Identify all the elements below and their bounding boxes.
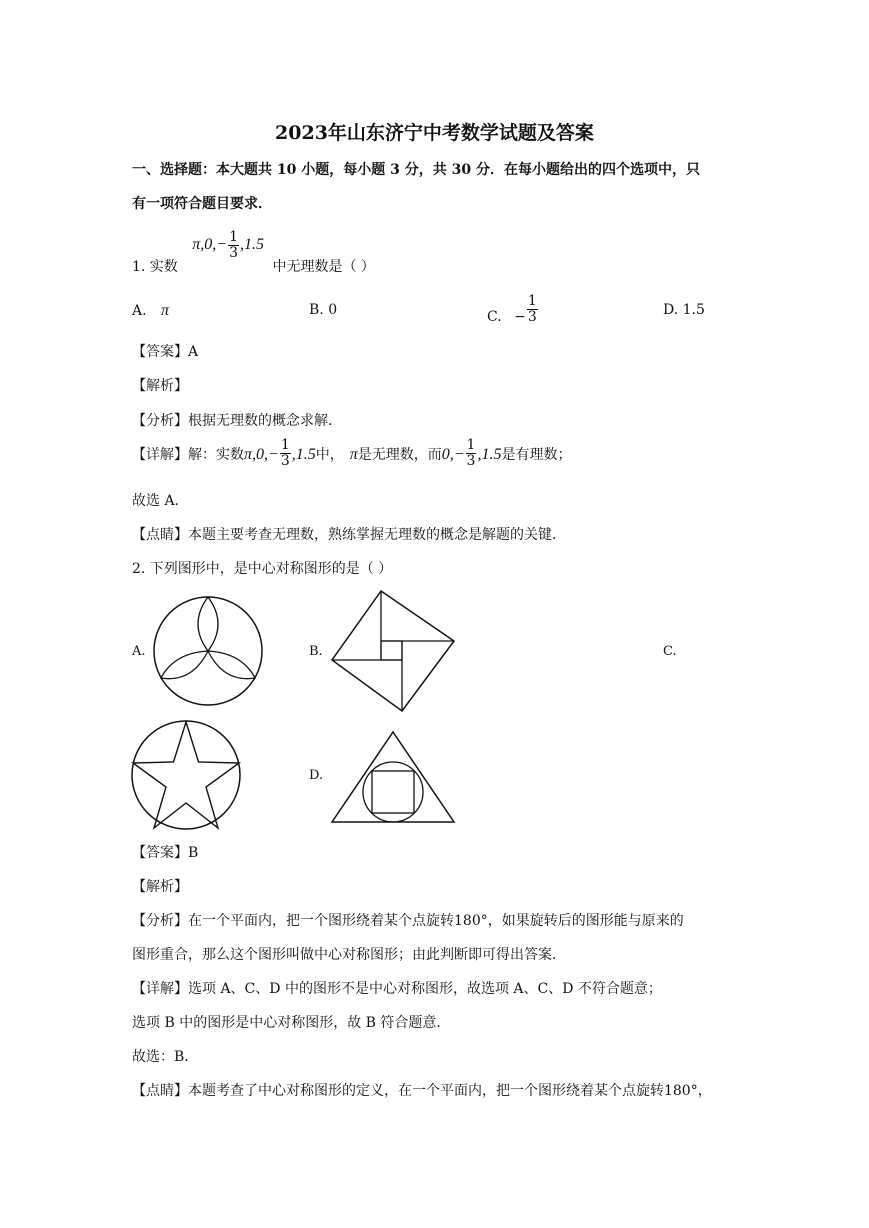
- q1-xj-den2: 3: [466, 452, 476, 469]
- q2-guxuan: 故选：B．: [132, 1049, 199, 1065]
- section-heading-line2: 有一项符合题目要求．: [132, 196, 272, 212]
- q1-option-d: D. 1.5: [663, 302, 705, 318]
- q1-xj-fraction1: [280, 438, 291, 468]
- q1-xj-math2-suffix: ,1.5: [477, 446, 502, 464]
- q1-xj-num2: 1: [466, 437, 476, 453]
- q1-opt-c-minus: −: [514, 309, 526, 326]
- section-heading-line1: 一、选择题：本大题共 10 小题，每小题 3 分，共 30 分．在每小题给出的四个选项中，只: [132, 162, 700, 178]
- q1-math-suffix: ,1.5: [240, 236, 264, 254]
- q1-stem-math: [192, 229, 268, 261]
- q2-stem: 2. 下列图形中，是中心对称图形的是（ ）: [132, 561, 393, 577]
- q1-opt-a-label: A.: [132, 303, 147, 319]
- q1-xj-math1: π,0,−: [244, 446, 279, 464]
- q1-option-a: [132, 302, 169, 320]
- q2-option-a-label: A.: [132, 644, 146, 659]
- three-petal-circle-icon: [152, 595, 264, 707]
- q1-frac-num: 1: [229, 229, 238, 245]
- q1-xj-num1: 1: [280, 437, 290, 453]
- q1-opt-c-den: 3: [527, 308, 537, 325]
- q1-stem-prefix: 1. 实数: [132, 259, 178, 276]
- q1-xj-math1-suffix: ,1.5: [291, 446, 316, 464]
- q2-fenxi-line2: 图形重合，那么这个图形叫做中心对称图形；由此判断即可得出答案．: [132, 947, 566, 963]
- q2-option-d-label: D.: [309, 768, 324, 783]
- q1-xj-prefix: 【详解】解：实数: [132, 447, 244, 464]
- q2-answer: 【答案】B: [132, 845, 199, 861]
- q1-dianjing: 【点睛】本题主要考查无理数，熟练掌握无理数的概念是解题的关键．: [132, 527, 566, 543]
- q1-xj-mid2: 是无理数，而: [357, 447, 442, 464]
- page-title: 2023年山东济宁中考数学试题及答案: [275, 122, 594, 144]
- q1-xj-fraction2: [466, 438, 477, 468]
- q1-opt-c-fraction: [527, 294, 538, 324]
- q1-math-prefix: π,0,−: [192, 236, 228, 254]
- q2-option-c-label: C.: [663, 644, 677, 659]
- q2-xiangjie-line2: 选项 B 中的图形是中心对称图形，故 B 符合题意．: [132, 1015, 451, 1031]
- q1-xiangjie: [132, 438, 571, 468]
- q1-frac-den: 3: [229, 244, 238, 261]
- q1-opt-a-value: π: [161, 302, 170, 319]
- q1-option-b: B. 0: [309, 302, 338, 318]
- star-in-circle-icon: [130, 719, 242, 831]
- pinwheel-square-icon: [330, 589, 456, 715]
- q1-xj-math2: 0,−: [441, 446, 465, 464]
- triangle-circle-square-icon: [330, 730, 456, 824]
- q1-opt-c-num: 1: [527, 293, 537, 309]
- q1-jiexi: 【解析】: [132, 378, 188, 394]
- q2-jiexi: 【解析】: [132, 879, 188, 895]
- q2-dianjing: 【点睛】本题考查了中心对称图形的定义，在一个平面内，把一个图形绕着某个点旋转180°，: [132, 1083, 712, 1099]
- q1-xj-den1: 3: [280, 452, 290, 469]
- q1-xj-end: 是有理数；: [501, 447, 572, 464]
- q1-fraction: [228, 230, 239, 260]
- q1-xj-pi: π: [349, 446, 358, 464]
- q1-guxuan: 故选 A．: [132, 493, 189, 509]
- q1-option-c: [487, 294, 539, 324]
- q1-stem-suffix: 中无理数是（ ）: [272, 259, 375, 276]
- q2-xiangjie-line1: 【详解】选项 A、C、D 中的图形不是中心对称图形，故选项 A、C、D 不符合题意；: [132, 981, 662, 997]
- q1-opt-c-label: C.: [487, 309, 502, 326]
- q1-xj-mid1: 中，: [315, 447, 344, 464]
- q1-stem: [132, 229, 375, 282]
- q1-answer: 【答案】A: [132, 344, 199, 360]
- q1-fenxi: 【分析】根据无理数的概念求解．: [132, 413, 342, 429]
- q2-option-b-label: B.: [309, 644, 323, 659]
- q2-fenxi-line1: 【分析】在一个平面内，把一个图形绕着某个点旋转180°，如果旋转后的图形能与原来的: [132, 913, 684, 929]
